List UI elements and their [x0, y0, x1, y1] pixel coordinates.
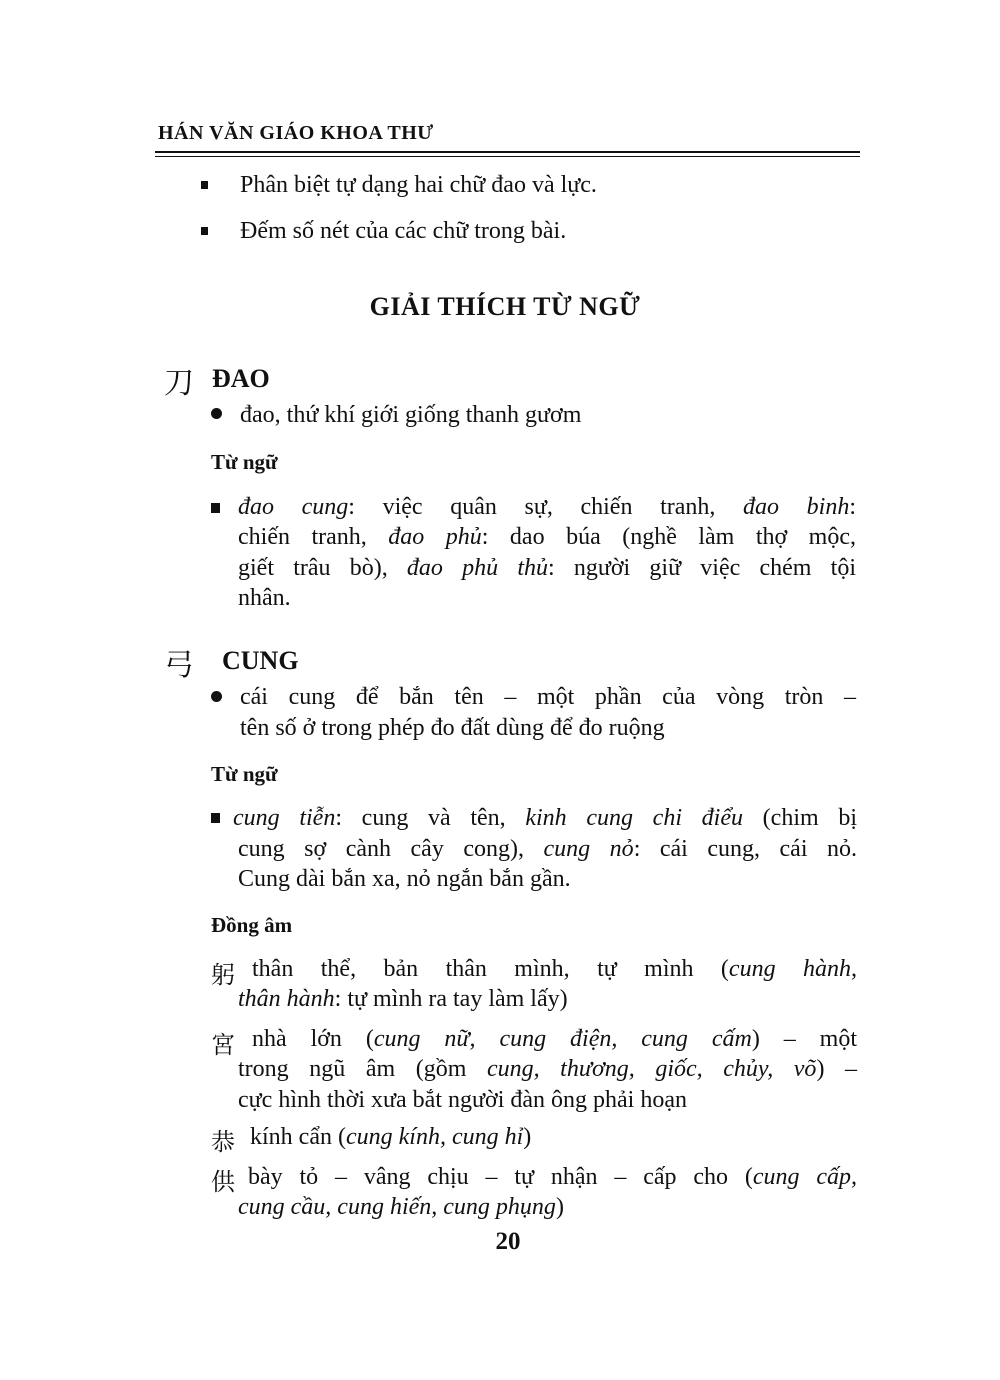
- homophone-line: kính cẩn (cung kính, cung hỉ): [250, 1124, 532, 1150]
- hanzi-dao: 刀: [164, 366, 194, 401]
- bullet-square: [201, 227, 208, 235]
- term-line: đao cung: việc quân sự, chiến tranh, đao binh:: [238, 494, 857, 520]
- bullet-text: Đếm số nét của các chữ trong bài.: [240, 218, 567, 244]
- bullet-text: Phân biệt tự dạng hai chữ đao và lực.: [240, 172, 597, 198]
- hanzi-homophone: 躬: [211, 961, 235, 989]
- running-header: HÁN VĂN GIÁO KHOA THƯ: [158, 122, 434, 144]
- homophone-line: trong ngũ âm (gồm cung, thương, giốc, chủy, võ) –: [238, 1056, 858, 1082]
- section-title: GIẢI THÍCH TỪ NGỮ: [369, 292, 641, 321]
- entry-meaning: cái cung để bắn tên – một phần của vòng tròn –: [240, 684, 856, 710]
- bullet-dot: [211, 691, 222, 702]
- bullet-square: [201, 181, 208, 189]
- homophone-line: bày tỏ – vâng chịu – tự nhận – cấp cho (cung cấp,: [248, 1164, 857, 1190]
- homophone-line: nhà lớn (cung nữ, cung điện, cung cấm) – một: [252, 1026, 857, 1052]
- homophone-line: thân hành: tự mình ra tay làm lấy): [238, 986, 568, 1012]
- hanzi-homophone: 恭: [211, 1128, 235, 1156]
- bullet-square: [211, 503, 220, 513]
- term-line: nhân.: [238, 585, 291, 611]
- term-line: chiến tranh, đao phủ: dao búa (nghề làm thợ mộc,: [238, 524, 856, 550]
- sub-heading-tu-ngu: Từ ngữ: [211, 762, 278, 786]
- header-rule-thick: [155, 151, 860, 153]
- entry-meaning: đao, thứ khí giới giống thanh gươm: [240, 402, 582, 428]
- term-line: cung sợ cành cây cong), cung nỏ: cái cung, cái nỏ.: [238, 836, 858, 862]
- bullet-square: [211, 813, 220, 823]
- hanzi-homophone: 宮: [211, 1031, 235, 1059]
- page-number: 20: [495, 1228, 521, 1255]
- header-rule-thin: [155, 156, 860, 157]
- bullet-dot: [211, 408, 222, 419]
- entry-word: CUNG: [222, 646, 299, 675]
- homophone-line: thân thể, bản thân mình, tự mình (cung hành,: [252, 956, 857, 982]
- homophone-line: cung cầu, cung hiến, cung phụng): [238, 1194, 564, 1220]
- sub-heading-tu-ngu: Từ ngữ: [211, 450, 278, 474]
- sub-heading-dong-am: Đồng âm: [211, 913, 293, 937]
- entry-word: ĐAO: [212, 364, 270, 393]
- term-line: Cung dài bắn xa, nỏ ngắn bắn gần.: [238, 866, 571, 892]
- term-line: cung tiễn: cung và tên, kinh cung chi điểu (chim bị: [233, 805, 858, 831]
- hanzi-cung: 弓: [164, 648, 194, 683]
- hanzi-homophone: 供: [211, 1168, 235, 1196]
- homophone-line: cực hình thời xưa bắt người đàn ông phải hoạn: [238, 1087, 687, 1113]
- term-line: giết trâu bò), đao phủ thủ: người giữ việc chém tội: [238, 555, 856, 581]
- entry-meaning: tên số ở trong phép đo đất dùng để đo ruộng: [240, 715, 665, 741]
